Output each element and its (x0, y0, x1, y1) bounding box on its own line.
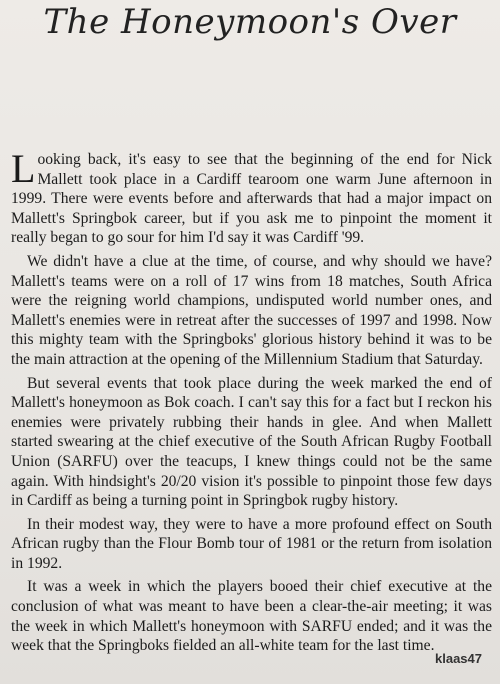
chapter-body (11, 146, 492, 660)
paragraph-3: But several events that took place during the week marked the end of Mallett's honeymoon as Bok coach. I can't say this for a fact but I reckon his enemies were privately rubbing their hands in glee. And when Mallett started swearing at the chief executive of the South African Rugby Football Union (SARFU) over the teacups, I knew things could not be the same again. With hindsight's 20/20 vision it's possible to pinpoint those few days in Cardiff as being a turning point in Springbok rugby history. (11, 374, 492, 510)
paragraph-5: It was a week in which the players booed their chief executive at the conclusion of what was meant to have been a clear-the-air meeting; it was the week in which Mallett's honeymoon with SARFU ended; and it was the week that the Springboks fielded an all-white team for the last time. (11, 578, 492, 655)
paragraph-1 (11, 146, 492, 248)
paragraph-1-text: ooking back, it's easy to see that the beginning of the end for Nick Mallett took place in a Cardiff tearoom one warm June afternoon in 1999. There were events before and afterwards that had a major impact on Mallett's Springbok career, but if you ask me to pinpoint the moment it really began to go sour for him I'd say it was Cardiff '99. (11, 151, 492, 247)
paragraph-4: In their modest way, they were to have a more profound effect on South African rugby than the Flour Bomb tour of 1981 or the return from isolation in 1992. (11, 515, 492, 572)
chapter-title: The Honeymoon's Over (43, 2, 457, 42)
watermark: klaas47 (435, 651, 482, 666)
paragraph-2: We didn't have a clue at the time, of course, and why should we have? Mallett's teams were on a roll of 17 wins from 18 matches, South Africa were the reigning world champions, undisputed world number ones, and Mallett's enemies were in retreat after the successes of 1997 and 1998. Now this mighty team with the Springboks' glorious history behind it was to be the main attraction at the opening of the Millennium Stadium that Saturday. (11, 252, 492, 368)
drop-cap: L (11, 146, 36, 191)
